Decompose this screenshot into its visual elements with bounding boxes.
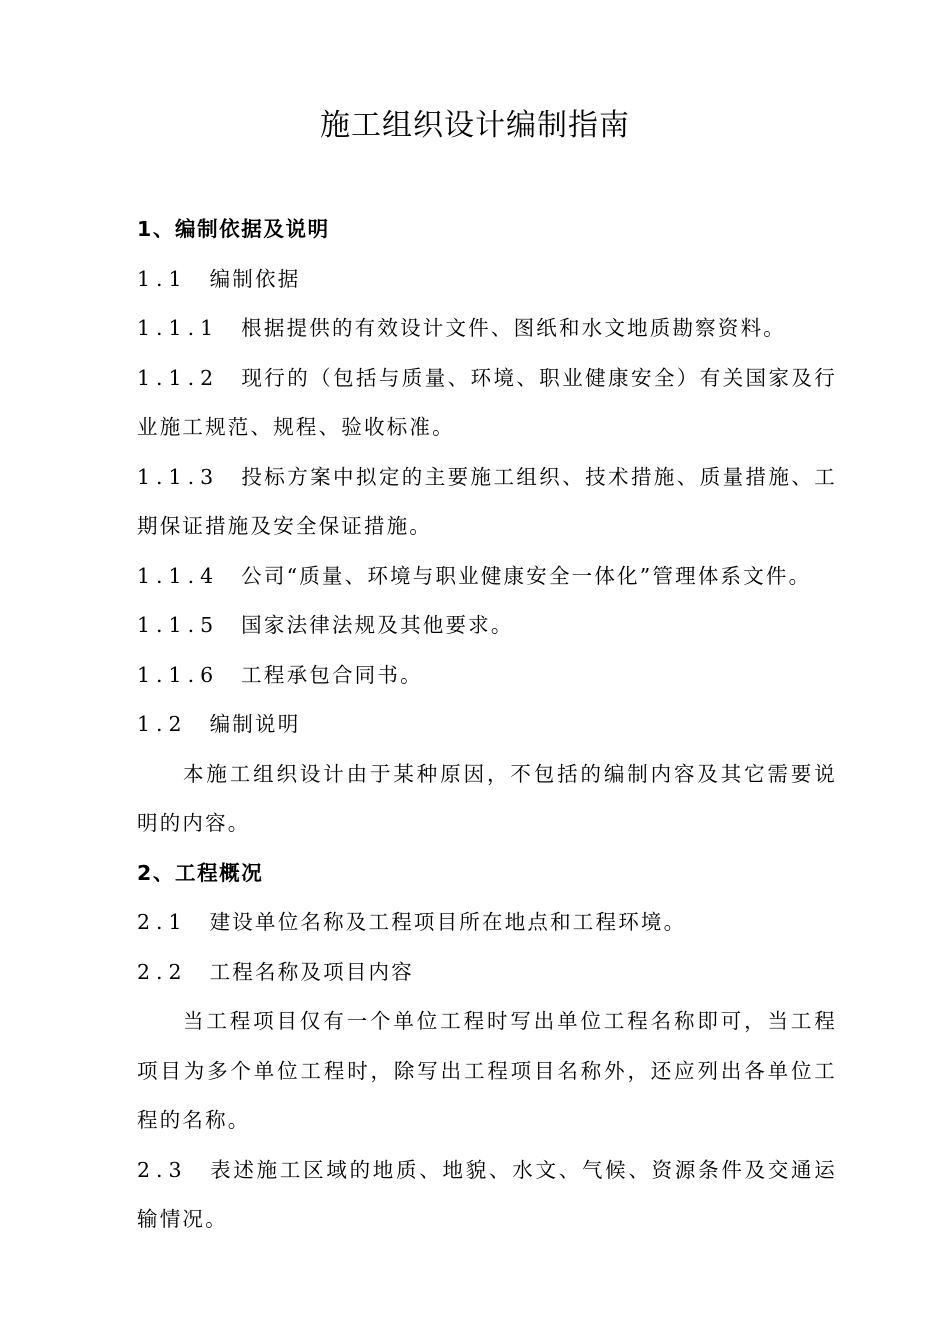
clause-number: 1.1.5: [137, 613, 220, 637]
clause-number: 1.1.6: [137, 662, 220, 687]
clause-number: 1.1: [137, 266, 188, 291]
clause-text: 工程承包合同书。: [241, 662, 423, 687]
clause-text: 根据提供的有效设计文件、图纸和水文地质勘察资料。: [241, 316, 786, 340]
clause-text: 工程名称及项目内容: [209, 959, 414, 984]
clause-1-1-3: [137, 453, 837, 552]
clause-number: 2.3: [137, 1157, 188, 1182]
clause-text: 编制说明: [209, 712, 301, 736]
clause-number: 1.2: [137, 712, 188, 736]
clause-2-1: [137, 898, 837, 948]
clause-text: 国家法律法规及其他要求。: [241, 613, 514, 637]
clause-number: 1.1.2: [137, 365, 220, 390]
clause-number: 2.1: [137, 910, 188, 934]
clause-1-1-4: [137, 552, 837, 602]
clause-text: 公司“质量、环境与职业健康安全一体化”管理体系文件。: [241, 563, 812, 588]
clause-number: 1.1.1: [137, 316, 220, 340]
clause-number: 1.1.4: [137, 563, 220, 588]
clause-2-3: [137, 1146, 837, 1245]
document-body: [137, 205, 837, 1245]
section-1-heading: 1、编制依据及说明: [137, 217, 330, 241]
clause-1-1-5: [137, 601, 837, 651]
clause-1-2: [137, 700, 837, 750]
clause-2-2-paragraph: 当工程项目仅有一个单位工程时写出单位工程名称即可，当工程项目为多个单位工程时，除写出工程项目名称外，还应列出各单位工程的名称。: [137, 1009, 837, 1132]
clause-1-1: [137, 255, 837, 305]
clause-text: 投标方案中拟定的主要施工组织、技术措施、质量措施、工期保证措施及安全保证措施。: [137, 464, 837, 538]
clause-text: 编制依据: [209, 266, 301, 291]
document-title: 施工组织设计编制指南: [320, 108, 630, 143]
clause-number: 2.2: [137, 959, 188, 984]
clause-1-2-paragraph: 本施工组织设计由于某种原因，不包括的编制内容及其它需要说明的内容。: [137, 761, 837, 835]
clause-text: 表述施工区域的地质、地貌、水文、气候、资源条件及交通运输情况。: [137, 1157, 837, 1231]
clause-2-2: [137, 948, 837, 998]
clause-1-1-1: [137, 304, 837, 354]
clause-text: 现行的（包括与质量、环境、职业健康安全）有关国家及行业施工规范、规程、验收标准。: [137, 365, 837, 439]
clause-number: 1.1.3: [137, 464, 220, 489]
clause-text: 建设单位名称及工程项目所在地点和工程环境。: [209, 910, 687, 934]
section-2-heading: 2、工程概况: [137, 860, 264, 885]
clause-1-1-6: [137, 651, 837, 701]
clause-1-1-2: [137, 354, 837, 453]
